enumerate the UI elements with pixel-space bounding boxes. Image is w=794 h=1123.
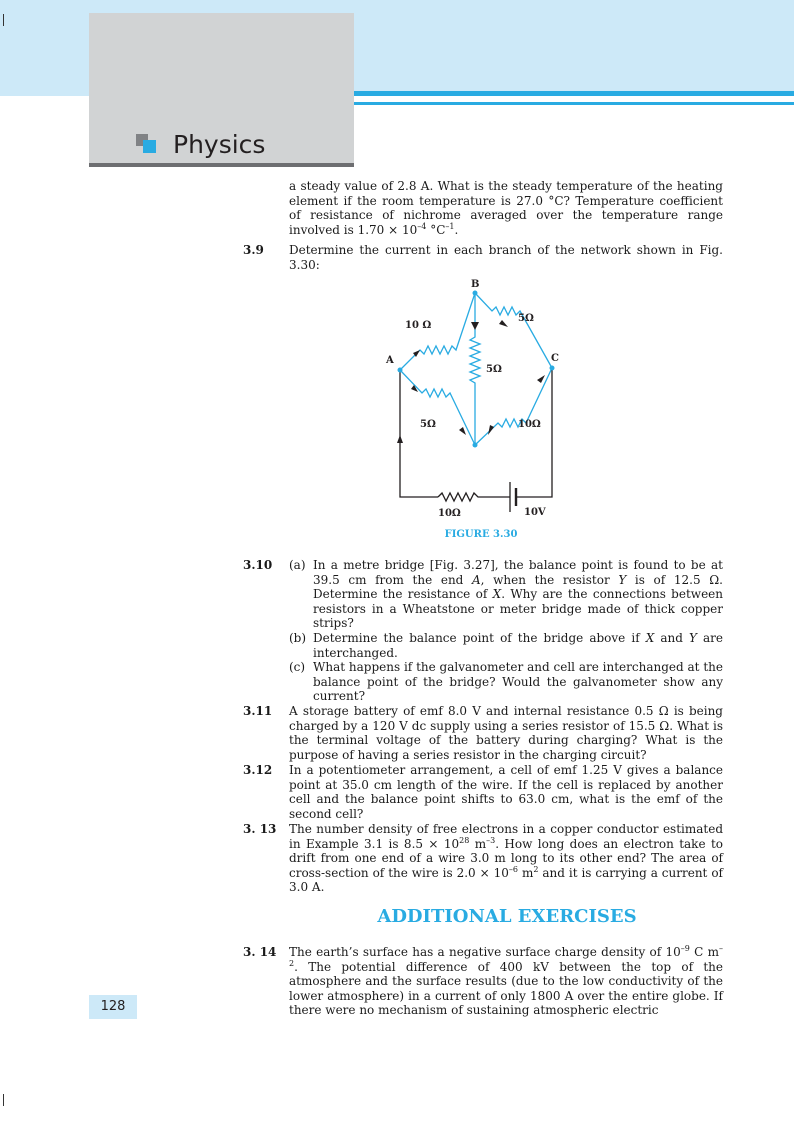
node-a xyxy=(398,368,403,373)
exercise-3-11-text: A storage battery of emf 8.0 V and internal resistance 0.5 Ω is being charged by a 120 V dc supply using a series resistor of 15.5 Ω. What is the terminal voltage of the battery during charging? What is the purpose of having a series resistor in the charging circuit? xyxy=(289,704,723,762)
arrow-bc xyxy=(499,320,508,327)
header-stripe xyxy=(354,91,794,96)
page-number: 128 xyxy=(100,999,126,1014)
node-c xyxy=(550,366,555,371)
arrow-up-left xyxy=(397,435,403,443)
exercise-number: 3.12 xyxy=(243,763,273,777)
resistor-ab xyxy=(400,293,475,370)
node-label-b: B xyxy=(471,279,480,290)
resistor-bd xyxy=(470,293,480,445)
exercise-3-10-c: (c) What happens if the galvanometer and cell are interchanged at the balance point of the bridge? Would the galvanometer show any current? xyxy=(289,660,723,704)
exercise-3-8-tail: a steady value of 2.8 A. What is the steady temperature of the heating element if the room temperature is 27.0 °C? Temperature coefficient of resistance of nichrome averaged over the temperature range involved is $1.70 \times 10^{-4}$ $^\circ C^{-1}$. xyxy=(289,179,723,237)
node-b xyxy=(473,291,478,296)
arrow-dc xyxy=(488,425,494,435)
wire-c-down xyxy=(516,368,552,497)
resistor-bottom xyxy=(438,493,510,501)
figure-caption: FIGURE 3.30 xyxy=(444,529,518,540)
resistor-bc xyxy=(475,293,552,368)
resistor-ad xyxy=(400,370,475,445)
exercise-3-12-text: In a potentiometer arrangement, a cell of emf 1.25 V gives a balance point at 35.0 cm length of the wire. If the cell is replaced by another cell and the balance point shifts to 63.0 cm, what is the emf of the second cell? xyxy=(289,763,723,821)
circuit-diagram xyxy=(380,275,560,525)
chapter-squares-icon xyxy=(136,134,158,154)
node-label-a: A xyxy=(386,355,394,366)
exercise-number: 3. 13 xyxy=(243,822,277,836)
chapter-title: Physics xyxy=(173,130,266,159)
label-r-bottom: 10Ω xyxy=(438,508,461,519)
label-r-bc: 5Ω xyxy=(518,313,534,324)
crop-mark-top xyxy=(3,14,4,26)
header-stripe-thin xyxy=(354,102,794,105)
exercise-number: 3.11 xyxy=(243,704,273,718)
exercise-number: 3.10 xyxy=(243,558,273,572)
arrow-bd xyxy=(471,322,479,330)
crop-mark-bottom xyxy=(3,1094,4,1106)
exercise-number: 3. 14 xyxy=(243,945,277,959)
label-r-ad: 5Ω xyxy=(420,419,436,430)
node-label-c: C xyxy=(551,353,559,364)
label-r-bd: 5Ω xyxy=(486,364,502,375)
arrow-dc2 xyxy=(537,375,545,383)
exercise-3-13-text: The number density of free electrons in a copper conductor estimated in Example 3.1 is $8.5 \times 10^{28}$ $m^{-3}$. How long does an electron take to drift from one end of a wire 3.0 m long to its other end? The area of cross-section of the wire is $2.0 \times 10^{-6}$ $m^2$ and it is carrying a current of 3.0 A. xyxy=(289,822,723,895)
exercise-number: 3.9 xyxy=(243,243,264,257)
section-heading: ADDITIONAL EXERCISES xyxy=(377,906,637,927)
exercise-3-14-text: The earth’s surface has a negative surface charge density of $10^{-9}$ C $m^{-2}$. The potential difference of 400 kV between the top of the atmosphere and the surface results (due to the low conductivity of the lower atmosphere) in a current of only 1800 A over the entire globe. If there were no mechanism of sustaining atmospheric electric xyxy=(289,944,723,1018)
label-r-ab: 10 Ω xyxy=(405,320,432,331)
label-battery: 10V xyxy=(524,507,546,518)
label-r-dc: 10Ω xyxy=(518,419,541,430)
exercise-3-10-a: (a) In a metre bridge [Fig. 3.27], the balance point is found to be at 39.5 cm from the end A, when the resistor Y is of 12.5 Ω. Determine the resistance of X. Why are the connections between resistors in a Wheatstone or meter bridge made of thick copper strips? xyxy=(289,558,723,631)
arrow-ad2 xyxy=(459,427,466,435)
exercise-3-10-b: (b) Determine the balance point of the bridge above if X and Y are interchanged. xyxy=(289,631,723,660)
chapter-title-underline xyxy=(89,163,354,167)
node-d xyxy=(473,443,478,448)
exercise-3-9-text: Determine the current in each branch of the network shown in Fig. 3.30: xyxy=(289,243,723,272)
